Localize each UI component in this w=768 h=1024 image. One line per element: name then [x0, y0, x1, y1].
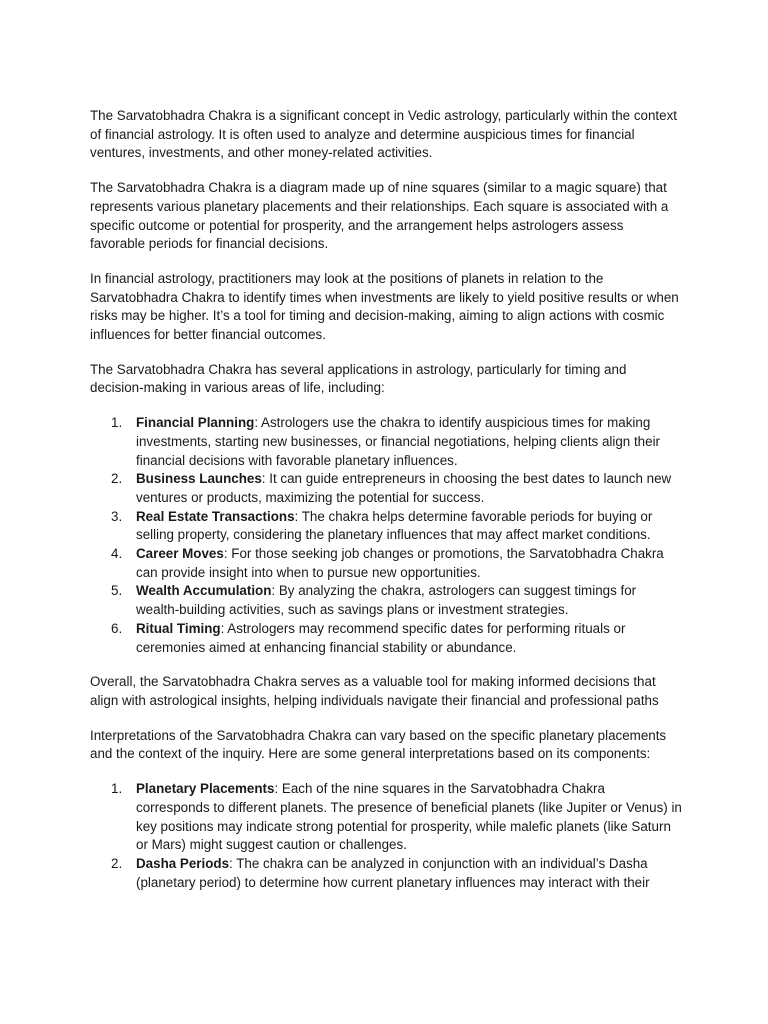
list-item — [111, 414, 682, 470]
list-item-number: 4. — [111, 546, 123, 562]
list-item-number: 3. — [111, 508, 123, 524]
list-item — [111, 855, 682, 892]
list-item-text: : The chakra can be analyzed in conjunction with an individual’s Dasha (planetary period) to determine how current planetary influences may interact with their — [136, 855, 650, 890]
list-item-number: 1. — [111, 781, 123, 797]
intro-paragraph-1: The Sarvatobhadra Chakra is a significant concept in Vedic astrology, particularly within the context of financial astrology. It is often used to analyze and determine auspicious times for financial ventures, investments, and other money-related activities. — [90, 108, 678, 161]
list-item-text: : For those seeking job changes or promotions, the Sarvatobhadra Chakra can provide insight into when to pursue new opportunities. — [136, 546, 664, 580]
applications-list — [90, 414, 682, 657]
list-item — [111, 508, 682, 545]
list-item-term: Wealth Accumulation — [136, 583, 272, 599]
list-item-number: 5. — [111, 583, 123, 599]
intro-paragraph-4: The Sarvatobhadra Chakra has several applications in astrology, particularly for timing and decision-making in various areas of life, including: — [90, 361, 627, 396]
list-item-term: Ritual Timing — [136, 620, 221, 636]
list-item — [111, 582, 682, 619]
intro-paragraph-2: The Sarvatobhadra Chakra is a diagram made up of nine squares (similar to a magic square) that represents various planetary placements and their relationships. Each square is associated with a specific outcome or potential for prosperity, and the arrangement helps astrologers assess favorable periods for financial decisions. — [90, 180, 669, 252]
list-item-number: 1. — [111, 415, 123, 431]
list-item-number: 2. — [111, 855, 123, 871]
interpretations-list — [90, 780, 682, 892]
list-item-number: 2. — [111, 471, 123, 487]
list-item-term: Financial Planning — [136, 415, 255, 431]
list-item-number: 6. — [111, 620, 123, 636]
list-item-text: : Astrologers may recommend specific dates for performing rituals or ceremonies aimed at enhancing financial stability or abundance. — [136, 620, 626, 655]
intro-paragraph-3: In financial astrology, practitioners may look at the positions of planets in relation to the Sarvatobhadra Chakra to identify times when investments are likely to yield positive results or when risks may be higher. It’s a tool for timing and decision-making, aiming to align actions with cosmic influences for better financial outcomes. — [90, 270, 679, 343]
list-item-text: : Astrologers use the chakra to identify auspicious times for making investments, starting new businesses, or financial negotiations, helping clients align their financial decisions with favorable planetary influences. — [136, 415, 661, 468]
list-item-text: : The chakra helps determine favorable periods for buying or selling property, considering the planetary influences that may affect market conditions. — [136, 508, 653, 543]
list-item-term: Planetary Placements — [136, 781, 275, 797]
list-item — [111, 470, 682, 507]
list-item — [111, 620, 682, 657]
list-item-text: : By analyzing the chakra, astrologers can suggest timings for wealth-building activities, such as savings plans or investment strategies. — [136, 583, 637, 618]
list-item-term: Dasha Periods — [136, 855, 230, 871]
interpretations-intro-paragraph: Interpretations of the Sarvatobhadra Chakra can vary based on the specific planetary placements and the context of the inquiry. Here are some general interpretations based on its components: — [90, 727, 667, 762]
list-item-term: Business Launches — [136, 471, 262, 487]
list-item-text: : It can guide entrepreneurs in choosing the best dates to launch new ventures or products, maximizing the potential for success. — [136, 471, 672, 505]
summary-paragraph: Overall, the Sarvatobhadra Chakra serves as a valuable tool for making informed decisions that align with astrological insights, helping individuals navigate their financial and professional paths — [90, 674, 659, 708]
list-item — [111, 545, 682, 582]
list-item — [111, 780, 682, 855]
list-item-term: Real Estate Transactions — [136, 508, 295, 524]
list-item-term: Career Moves — [136, 546, 224, 562]
list-item-text: : Each of the nine squares in the Sarvatobhadra Chakra corresponds to different planets. The presence of beneficial planets (like Jupiter or Venus) in key positions may indicate strong potential for prosperity, while malefic planets (like Saturn or Mars) might suggest caution or challenges. — [136, 781, 682, 853]
document-page — [90, 107, 682, 908]
